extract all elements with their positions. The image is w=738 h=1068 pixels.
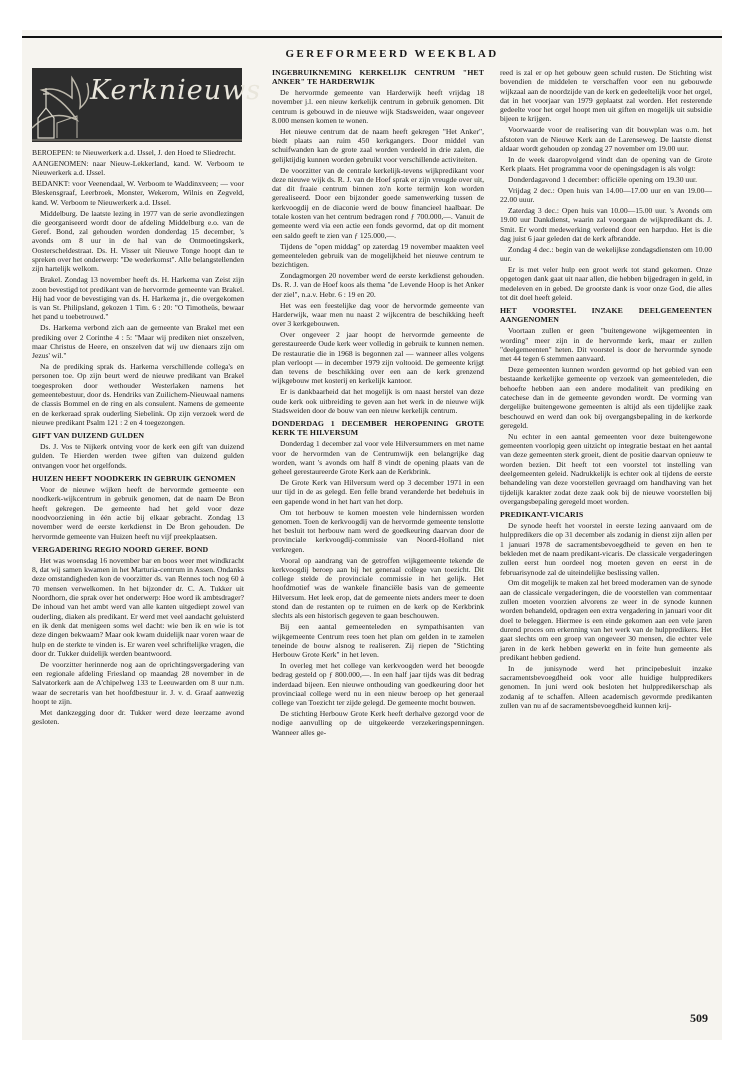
paragraph: De stichting Herbouw Grote Kerk heeft derhalve gezorgd voor de nodige aanvulling op de uitgekeerde verzekeringspenningen. Wanneer alles ge- xyxy=(272,709,484,737)
paragraph: De voorzitter van de centrale kerkelijk-tevens wijkpredikant voor deze nieuwe wijk ds. R. J. van de Hoef sprak er zijn vreugde over uit, dat dit fraaie centrum binnen zo'n korte termijn kon worden gerealiseerd. Door een bijzonder goede samenwerking tussen de kerkvoogdij en de diaconie werd de bouw financieel haalbaar. De totale kosten van het centrum bedragen rond ƒ 700.000,—. Vanuit de gemeente werd via een actie een fonds gevormd, dat op dit moment een saldo geeft te zien van ƒ 125.000,—. xyxy=(272,165,484,240)
section-heading: VERGADERING REGIO NOORD GEREF. BOND xyxy=(32,544,209,554)
paragraph: De hervormde gemeente van Harderwijk heeft vrijdag 18 november j.l. een nieuw kerkelijk centrum in gebruik genomen. Dit centrum is gebouwd in de nieuwe wijk Stadsweiden, waar ongeveer 8.000 mensen komen te wonen. xyxy=(272,88,484,125)
newspaper-page xyxy=(22,30,722,1040)
paragraph: Met dankzegging door dr. Tukker werd deze leerzame avond gesloten. xyxy=(32,707,244,727)
paragraph: De voorzitter herinnerde nog aan de oprichtingsvergadering van een regionale afdeling Friesland op maandag 28 november in de Salvatorkerk aan de A'chipelweg 133 te Leeuwarden om 8 uur n.m. waar de secretaris van het hoofdbestuur ir. J. v. d. Graaf aanwezig hoopt te zijn. xyxy=(32,659,244,706)
section-heading: GIFT VAN DUIZEND GULDEN xyxy=(32,431,145,441)
paragraph: Nu echter in een aantal gemeenten voor deze buitengewone gemeenten voorlopig geen uitzicht op integratie bestaat en het aantal van deze gemeenten sterk groeit, dient de positie daarvan opnieuw te worden bezien. Dit heeft tot een voorstel tot instelling van deelgemeenten geleid. Nadrukkelijk is echter ook al tijdens de eerste behandeling van deze voorstellen gevraagd om handhaving van het tijdelijk karakter zodat deze zaak ook bij de nieuwe voorstellen bij overgangsbepaling geregeld moet worden. xyxy=(500,431,712,506)
paragraph: Voortaan zullen er geen "buitengewone wijkgemeenten in wording" meer zijn in de hervormde kerk, maar er zullen "deelgemeenten" heten. Dit voorstel is door de hervormde synode met 44 tegen 6 stemmen aanvaard. xyxy=(500,326,712,364)
paragraph: Voorwaarde voor de realisering van dit bouwplan was o.m. het afstoten van de Nieuwe Kerk aan de Larenseweg. De laatste dienst aldaar wordt gehouden op zondag 27 november om 19.00 uur. xyxy=(500,125,712,153)
paragraph: AANGENOMEN: naar Nieuw-Lekkerland, kand. W. Verboom te Nieuwerkerk a.d. IJssel. xyxy=(32,158,244,178)
section-heading: DONDERDAG 1 DECEMBER HEROPENING GROTE KERK TE HILVERSUM xyxy=(272,419,484,438)
column-1 xyxy=(32,68,262,1023)
banner-title: Kerknieuws xyxy=(90,75,262,106)
running-title: GEREFORMEERD WEEKBLAD xyxy=(285,48,499,60)
paragraph: Bij een aantal gemeenteleden en sympathisanten van wijkgemeente Centrum rees toen het plan om gelden in te zamelen teneinde de bouw alsnog te realiseren. Zij riepen de "Stichting Herbouw Grote Kerk" in het leven. xyxy=(272,622,484,660)
paragraph: Zondag 4 dec.: begin van de wekelijkse zondagsdiensten om 10.00 uur. xyxy=(500,244,712,264)
paragraph: reed is zal er op het gebouw geen schuld rusten. De Stichting wist bovendien de middelen te verschaffen voor een nu gebouwde wijkzaal aan de noordzijde van de kerk en gedeeltelijk voor het orgel, dat in het voorjaar van 1979 geplaatst zal worden. Het resterende gedeelte voor het orgel hoopt men uit giften en mogelijk uit subsidie bijeen te krijgen. xyxy=(500,68,712,124)
section-heading: HUIZEN HEEFT NOODKERK IN GEBRUIK GENOMEN xyxy=(32,474,236,484)
paragraph: BEDANKT: voor Veenendaal, W. Verboom te Waddinxveen; — voor Bleskensgraaf, Leerbroek, Monster, Wekerom, Wilnis en Zegveld, kand. W. Verboom te Nieuwerkerk a.d. IJssel. xyxy=(32,179,244,207)
paragraph: Voor de nieuwe wijken heeft de hervormde gemeente een noodkerk-wijkcentrum in gebruik genomen, dat de naam De Bron heeft gekregen. De gemeente had het geld voor deze noodvoorziening in één actie bij elkaar gebracht. Zondag 13 november werd de eerste kerkdienst in De Bron gehouden. De hervormde gemeente van Huizen heeft nu vijf preekplaatsen. xyxy=(32,485,244,541)
paragraph: In overleg met het college van kerkvoogden werd het beoogde bedrag gesteld op ƒ 800.000,—. In een half jaar tijds was dit bedrag inderdaad bijeen. Een nieuwe onthouding van goedkeuring door het provinciaal college werd nu in een nieuw beroep op het generaal college van Toezicht ter zijde gelegd. De gemeente mocht bouwen. xyxy=(272,661,484,708)
page-number: 509 xyxy=(690,1011,708,1025)
section-heading: HET VOORSTEL INZAKE DEELGEMEENTEN AANGENOMEN xyxy=(500,306,712,325)
paragraph: Na de prediking sprak ds. Harkema verschillende collega's en personen toe. Op zijn beurt werd de nieuwe predikant van Brakel toegesproken door wethouder Westerlaken namens het gemeentebestuur, door ds. Hendriks van Zuilichem-Nieuwaal namens de classis Bommel en de ring en als consulent. Namens de gemeente en de kerkeraad sprak ouderling Siebelink. Op zijn verzoek werd de nieuwe predikant Psalm 121 : 2 en 4 toegezongen. xyxy=(32,362,244,427)
paragraph: De Grote Kerk van Hilversum werd op 3 december 1971 in een uur tijd in de as gelegd. Een felle brand veranderde het bedehuis in een gapende wond in het hart van het dorp. xyxy=(272,478,484,506)
paragraph: Het nieuwe centrum dat de naam heeft gekregen "Het Anker", biedt plaats aan ruim 450 kerkgangers. Door middel van schuifwanden kan de grote zaal worden verdeeld in drie zalen, die gelijktijdig kunnen worden gebruikt voor verschillende activiteiten. xyxy=(272,126,484,164)
paragraph: Het was een feestelijke dag voor de hervormde gemeente van Harderwijk, waar men nu naast 2 wijkcentra de beschikking heeft over 3 kerkgebouwen. xyxy=(272,300,484,329)
paragraph: Ds. Harkema verbond zich aan de gemeente van Brakel met een prediking over 2 Corinthe 4 : 5: "Maar wij prediken niet onszelven, maar Christus de Heere, en onszelven dat wij uw dienaars zijn om Jezus' wil." xyxy=(32,323,244,361)
top-rule xyxy=(22,36,722,38)
paragraph: Donderdag 1 december zal voor vele Hilversummers en met name voor de hervormden van de Centrumwijk een belangrijke dag worden, want 's avonds om half 8 vindt de opening plaats van de geheel gerestaureerde Grote Kerk aan de Kerkbrink. xyxy=(272,439,484,477)
paragraph: In de week daaropvolgend vindt dan de opening van de Grote Kerk plaats. Het programma voor de openingsdagen is als volgt: xyxy=(500,154,712,174)
paragraph: Zondagmorgen 20 november werd de eerste kerkdienst gehouden. Ds. R. J. van de Hoef koos als thema "de Levende Hoop is het Anker der ziel", n.a.v. Hebr. 6 : 19 en 20. xyxy=(272,271,484,299)
kerknieuws-banner xyxy=(32,68,262,142)
paragraph: Middelburg. De laatste lezing in 1977 van de serie avondlezingen die georganiseerd wordt door de afdeling Middelburg e.o. van de Geref. Bond, zal gehouden worden donderdag 15 december, 's avonds om 8 uur in de hal van de Ontmoetingskerk, Oosterscheldestraat. Ds. H. Visser uit Nieuwe Tonge hoopt dan te spreken over het onderwerp: "De wederkomst". Alle belangstellenden zijn hartelijk welkom. xyxy=(32,208,245,274)
paragraph: Vooral op aandrang van de getroffen wijkgemeente tekende de kerkvoogdij beroep aan bij het generaal college van toezicht. Dit college stelde de provinciale commissie in het gelijk. Het hoofdmotief was de wankele financiële basis van de gemeente Hilversum. Het leek erop, dat de gemeente niets anders meer te doen stond dan de restanten op te ruimen en de kerk op de Kerkbrink slechts als een historisch gegeven te gaan beschouwen. xyxy=(272,555,484,621)
column-3 xyxy=(500,68,712,988)
paragraph: Er is met veler hulp een groot werk tot stand gekomen. Onze opgetogen dank gaat uit naar allen, die hebben bijgedragen in geld, in medeleven en in gebed. De grootste dank is voor onze God, die alles tot dit doel heeft geleid. xyxy=(500,265,712,302)
paragraph: Deze gemeenten kunnen worden gevormd op het gebied van een bestaande kerkelijke gemeente op verzoek van gemeenteleden, die behoefte hebben aan een andere modaliteit van prediking en catechese dan in de gemeente gevonden wordt. De vorming van dergelijke buitengewone gemeenten is altijd als een tijdelijke zaak beschouwd en werd dan ook bij overgangsbepaling in de kerkorde geregeld. xyxy=(500,365,712,430)
paragraph: Brakel. Zondag 13 november heeft ds. H. Harkema van Zeist zijn zoon bevestigd tot predikant van de hervormde gemeente van Brakel. Hij had voor de bevestiging van ds. H. Harkema jr., die overgekomen is van St. Philipsland, gekozen 1 Tim. 6 : 20: "O Timotheüs, bewaar het pand u toebetrouwd." xyxy=(32,275,244,322)
paragraph: Donderdagavond 1 december: officiële opening om 19.30 uur. xyxy=(508,175,698,185)
paragraph: Er is dankbaarheid dat het mogelijk is om naast herstel van deze oude kerk ook uitbreiding te geven aan het werk in de nieuwe wijk Stadsweiden door de bouw van een nieuw kerkelijk centrum. xyxy=(272,387,484,415)
paragraph: Om tot herbouw te komen moesten vele hindernissen worden genomen. Toen de kerkvoogdij van de hervormde gemeente tenslotte het besluit tot herbouw nam werd de goedkeuring daarvan door de provinciale kerkvoogdij-commissie van Noord-Holland niet verkregen. xyxy=(272,507,484,554)
section-heading: PREDIKANT-VICARIS xyxy=(500,510,584,520)
column-2 xyxy=(272,68,484,1023)
paragraph: Over ongeveer 2 jaar hoopt de hervormde gemeente de gerestaureerde Oude kerk weer volledig in gebruik te kunnen nemen. De restauratie die in 1968 is begonnen zal — wanneer alles volgens plan verloopt — in december 1979 zijn voltooid. De gemeente krijgt dan tevens de beschikking over een aan de kerk grenzend wijkgebouw met kosterij en kerkelijk kantoor. xyxy=(272,329,484,386)
paragraph: Vrijdag 2 dec.: Open huis van 14.00—17.00 uur en van 19.00—22.00 uuur. xyxy=(500,185,712,205)
paragraph: Zaterdag 3 dec.: Open huis van 10.00—15.00 uur. 's Avonds om 19.00 uur Dankdienst, waarin zal voorgaan de wijkpredikant ds. J. Smit. Er wordt medewerking verleend door een harpduo. Het is die dag juist 6 jaar geleden dat de kerk afbrandde. xyxy=(500,206,712,244)
paragraph: In de junisynode werd het principebesluit inzake sacramentsbevoegdheid ook voor alle huidige hulppredikers genomen. In juni werd ook besloten het hulppredikerschap als zodanig af te schaffen. Alleen academisch gevormde predikanten zullen van nu af de sacramentsbevoegdheid kunnen krij- xyxy=(500,663,712,710)
paragraph: Tijdens de "open middag" op zaterdag 19 november maakten veel gemeenteleden gebruik van de mogelijkheid het nieuwe centrum te bezichtigen. xyxy=(272,241,484,270)
paragraph: Ds. J. Vos te Nijkerk ontving voor de kerk een gift van duizend gulden. Te Hierden werden twee giften van duizend gulden ontvangen voor het orgelfonds. xyxy=(32,442,244,470)
paragraph: BEROEPEN: te Nieuwerkerk a.d. IJssel, J. den Hoed te Sliedrecht. xyxy=(32,148,236,157)
paragraph: Om dit mogelijk te maken zal het breed moderamen van de synode aan de classicale vergaderingen, die de voorstellen van commentaar zullen moeten voorzien alvorens ze weer in de synode kunnen worden behandeld, opdragen een extra vergadering in januari voor dit doel te beleggen. Hiermee is een einde gekomen aan een vele jaren durend proces om erkenning van het werk van de hulppredikers. Het gaat slechts om een groep van ongeveer 30 mensen, die echter vele jaren in de kerk hebben gewerkt en in feite hun gemeente als predikant hebben gediend. xyxy=(500,578,712,662)
paragraph: De synode heeft het voorstel in eerste lezing aanvaard om de hulppredikers die op 31 december als zodanig in dienst zijn allen per 1 januari 1978 de sacramentsbevoegdheid te geven en hen te bekleden met de naam predikant-vicaris. De classicale vergaderingen zullen eerst hun oordeel nog moeten geven en eerst in de februarisynode zal de uiteindelijke beslissing vallen. xyxy=(500,521,712,577)
section-heading: INGEBRUIKNEMING KERKELIJK CENTRUM "HET ANKER" TE HARDERWIJK xyxy=(272,68,484,86)
paragraph: Het was woensdag 16 november bar en boos weer met windkracht 8, dat wij samen kwamen in het Marturia-centrum in Assen. Ondanks deze omstandigheden kon de voorzitter ds. van Rennes toch nog 60 à 70 mensen verwelkomen. In het bijzonder dr. C. A. Tukker uit Noordhorn, die sprak over het onderwerp: Hoe word ik ambtsdrager? De inhoud van het ambt werd van alle kanten uitgediept zowel van ouderling, diaken als predikant. Er werd met veel aandacht geluisterd en ik denk dat menigeen soms wel dacht: wie ben ik en wie is tot deze dingen bekwaam? Maar ook kwam duidelijk naar voren waar de hulp en de sterkte te vinden is. Er waren veel schriftelijke vragen, die door dr. Tukker duidelijk werden beantwoord. xyxy=(32,555,244,658)
